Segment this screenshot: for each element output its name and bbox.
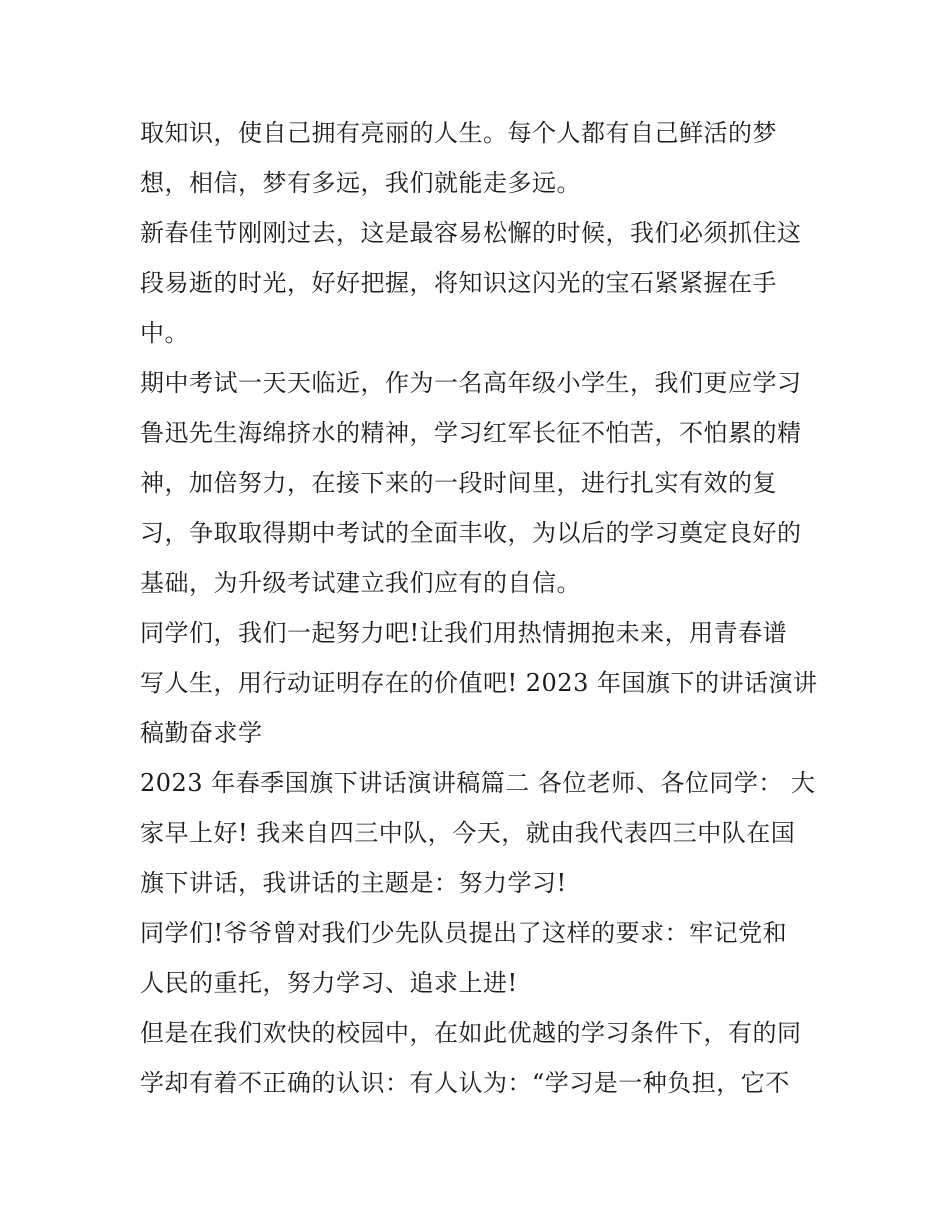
text-line: 习，争取取得期中考试的全面丰收，为以后的学习奠定良好的 <box>140 519 802 547</box>
text-line: 鲁迅先生海绵挤水的精神，学习红军长征不怕苦，不怕累的精 <box>140 419 802 447</box>
text-line: 旗下讲话，我讲话的主题是：努力学习! <box>140 869 567 897</box>
text-line: 基础，为升级考试建立我们应有的自信。 <box>140 569 581 597</box>
text-line: 想，相信，梦有多远，我们就能走多远。 <box>140 169 581 197</box>
text-line: 新春佳节刚刚过去，这是最容易松懈的时候，我们必须抓住这 <box>140 219 802 247</box>
text-line: 学却有着不正确的认识：有人认为：“学习是一种负担，它不 <box>140 1069 790 1097</box>
text-line: 家早上好! 我来自四三中队，今天，就由我代表四三中队在国 <box>140 819 796 847</box>
text-line: 神，加倍努力，在接下来的一段时间里，进行扎实有效的复 <box>140 469 777 497</box>
text-line: 人民的重托，努力学习、追求上进! <box>140 969 518 997</box>
text-line: 但是在我们欢快的校园中，在如此优越的学习条件下，有的同 <box>140 1019 802 1047</box>
body-text <box>140 108 820 1108</box>
text-line: 取知识，使自己拥有亮丽的人生。每个人都有自己鲜活的梦 <box>140 119 777 147</box>
text-line: 中。 <box>140 319 189 347</box>
text-line: 写人生，用行动证明存在的价值吧! 2023 年国旗下的讲话演讲 <box>140 669 818 697</box>
text-line: 2023 年春季国旗下讲话演讲稿篇二 各位老师、各位同学： 大 <box>140 769 816 797</box>
text-line: 同学们!爷爷曾对我们少先队员提出了这样的要求：牢记党和 <box>140 919 788 947</box>
text-line: 同学们，我们一起努力吧!让我们用热情拥抱未来，用青春谱 <box>140 619 788 647</box>
text-line: 段易逝的时光，好好把握，将知识这闪光的宝石紧紧握在手 <box>140 269 777 297</box>
text-line: 期中考试一天天临近，作为一名高年级小学生，我们更应学习 <box>140 369 802 397</box>
text-line: 稿勤奋求学 <box>140 719 263 747</box>
